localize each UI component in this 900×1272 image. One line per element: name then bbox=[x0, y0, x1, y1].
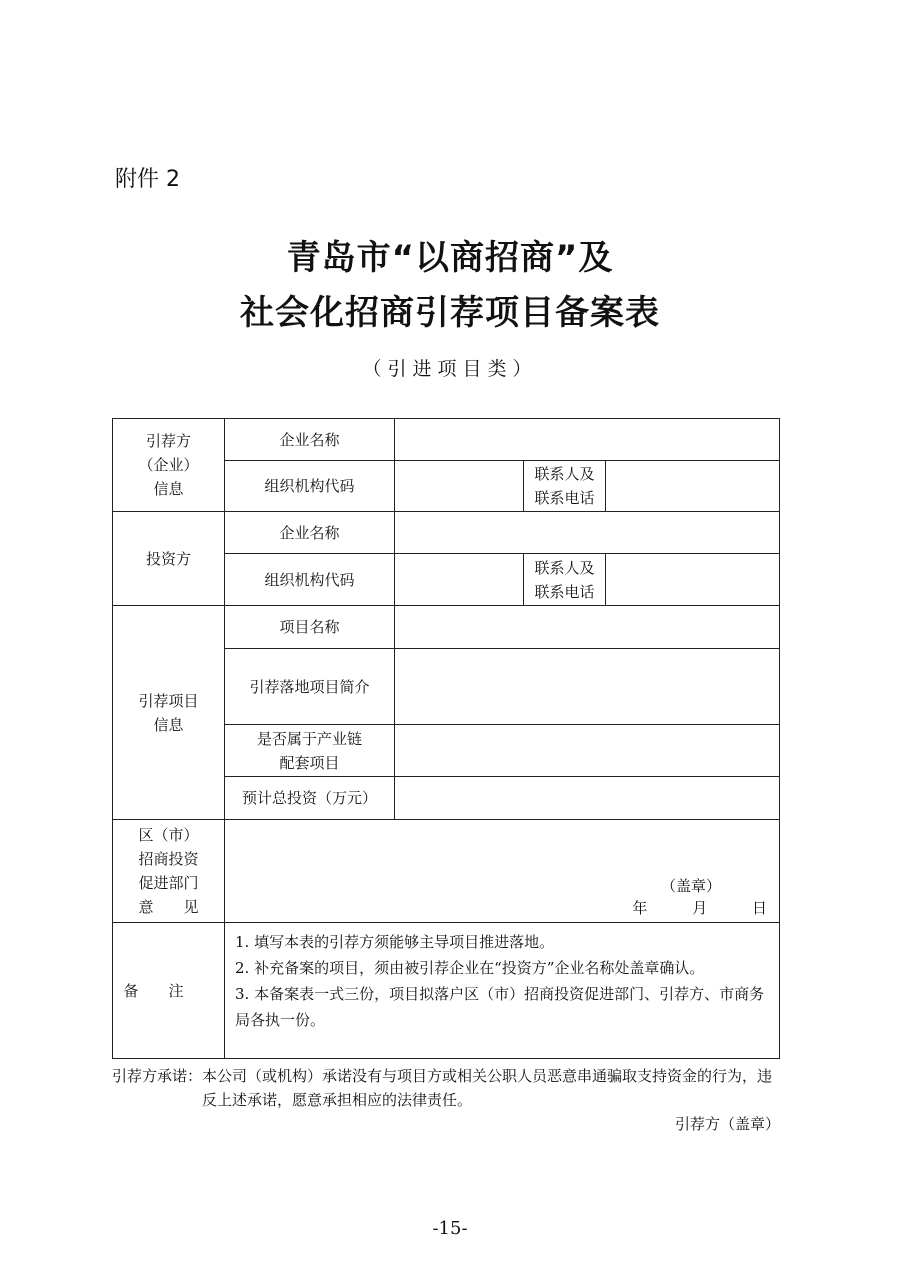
note-item: 1. 填写本表的引荐方须能够主导项目推进落地。 bbox=[235, 933, 555, 951]
project-name-label: 项目名称 bbox=[225, 606, 395, 649]
notes-content bbox=[225, 923, 780, 1059]
form-subtitle: （引进项目类） bbox=[362, 358, 538, 380]
project-name-field[interactable] bbox=[395, 606, 780, 649]
investor-section-label: 投资方 bbox=[113, 512, 225, 606]
project-investment-field[interactable] bbox=[395, 777, 780, 820]
investor-contact-label: 联系人及 联系电话 bbox=[524, 554, 606, 606]
attachment-label: 附件 2 bbox=[115, 167, 180, 192]
recommender-company-name-field[interactable] bbox=[395, 419, 780, 461]
investor-company-name-label: 企业名称 bbox=[225, 512, 395, 554]
notes-label: 备注 bbox=[113, 923, 225, 1059]
date-year: 年 bbox=[632, 899, 648, 917]
pledge-signature: 引荐方（盖章） bbox=[674, 1115, 780, 1133]
recommender-contact-label: 联系人及 联系电话 bbox=[524, 461, 606, 512]
project-chain-field[interactable] bbox=[395, 725, 780, 777]
project-name-row bbox=[113, 606, 780, 649]
form-title-line2: 社会化招商引荐项目备案表 bbox=[240, 293, 660, 333]
date-day: 日 bbox=[752, 899, 768, 917]
project-intro-label: 引荐落地项目简介 bbox=[225, 649, 395, 725]
recommender-contact-field[interactable] bbox=[606, 461, 780, 512]
investor-company-row bbox=[113, 512, 780, 554]
note-item: 3. 本备案表一式三份，项目拟落户区（市）招商投资促进部门、引荐方、市商务局各执一份。 bbox=[235, 985, 765, 1029]
opinion-label: 区（市） 招商投资 促进部门 意 见 bbox=[113, 820, 225, 923]
project-section-label: 引荐项目 信息 bbox=[113, 606, 225, 820]
pledge-text: 本公司（或机构）承诺没有与项目方或相关公职人员恶意串通骗取支持资金的行为，违反上述承诺，愿意承担相应的法律责任。 bbox=[202, 1067, 773, 1109]
opinion-date bbox=[632, 896, 767, 920]
pledge-block bbox=[112, 1064, 782, 1136]
investor-org-code-field[interactable] bbox=[395, 554, 524, 606]
opinion-field[interactable] bbox=[225, 820, 780, 923]
pledge-lead: 引荐方承诺： bbox=[112, 1067, 203, 1085]
project-chain-label: 是否属于产业链 配套项目 bbox=[225, 725, 395, 777]
opinion-seal-text: （盖章） bbox=[661, 877, 722, 895]
notes-row bbox=[113, 923, 780, 1059]
page-number: -15- bbox=[432, 1218, 468, 1239]
project-intro-field[interactable] bbox=[395, 649, 780, 725]
recommender-org-code-field[interactable] bbox=[395, 461, 524, 512]
date-month: 月 bbox=[692, 899, 708, 917]
filing-form-table bbox=[112, 418, 780, 1059]
recommender-company-row bbox=[113, 419, 780, 461]
opinion-row bbox=[113, 820, 780, 923]
project-investment-label: 预计总投资（万元） bbox=[225, 777, 395, 820]
recommender-section-label: 引荐方 （企业） 信息 bbox=[113, 419, 225, 512]
investor-contact-field[interactable] bbox=[606, 554, 780, 606]
recommender-company-name-label: 企业名称 bbox=[225, 419, 395, 461]
note-item: 2. 补充备案的项目，须由被引荐企业在“投资方”企业名称处盖章确认。 bbox=[235, 959, 705, 977]
form-title-line1: 青岛市“以商招商”及 bbox=[286, 238, 614, 278]
recommender-org-code-label: 组织机构代码 bbox=[225, 461, 395, 512]
investor-company-name-field[interactable] bbox=[395, 512, 780, 554]
investor-org-code-label: 组织机构代码 bbox=[225, 554, 395, 606]
